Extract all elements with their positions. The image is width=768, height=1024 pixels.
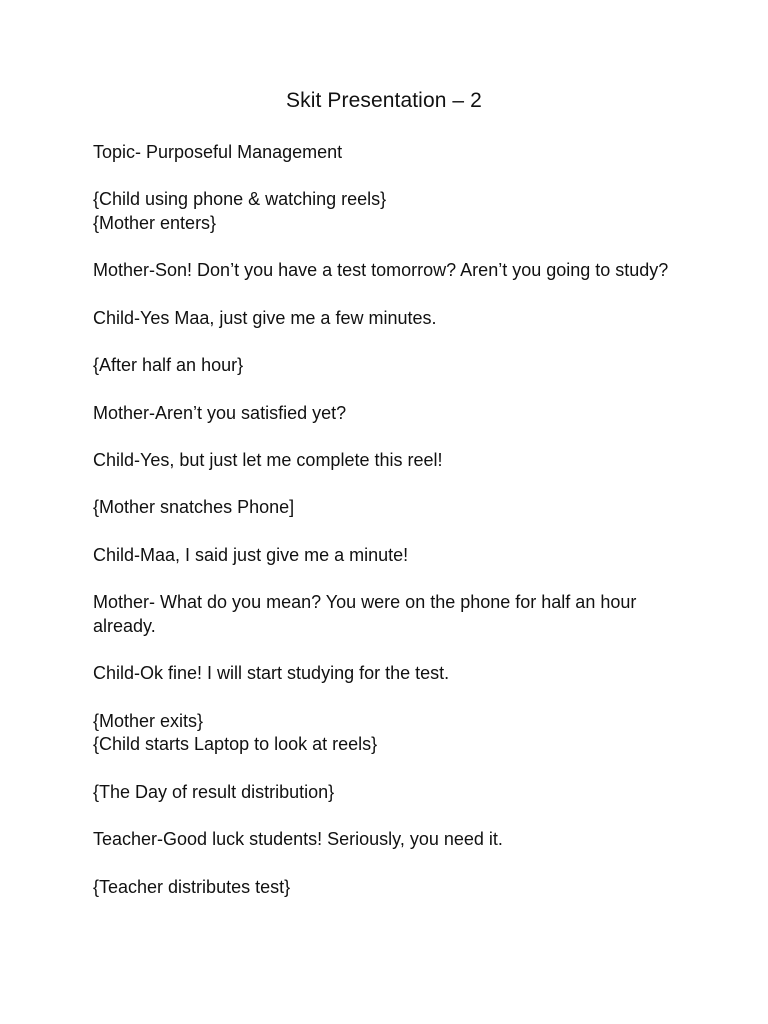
script-paragraph [93,496,673,520]
script-line: Mother-Son! Don’t you have a test tomorrow? Aren’t you going to study? [93,260,669,281]
script-paragraph [93,188,673,235]
document-title: Skit Presentation – 2 [286,89,482,112]
script-paragraph [93,781,673,805]
script-line: Child-Maa, I said just give me a minute! [93,544,409,565]
script-line: {Teacher distributes test} [93,876,291,897]
script-paragraph [93,354,673,378]
script-line: {After half an hour} [93,355,244,376]
script-line: {The Day of result distribution} [93,781,335,802]
script-paragraph [93,544,673,568]
document-body [93,141,673,899]
script-paragraph [93,449,673,473]
script-line: Child-Ok fine! I will start studying for the test. [93,663,450,684]
script-line: Mother- What do you mean? You were on the phone for half an hour already. [93,592,637,636]
script-line: Child-Yes, but just let me complete this reel! [93,450,443,471]
script-line: {Mother snatches Phone] [93,497,295,518]
script-line: Mother-Aren’t you satisfied yet? [93,402,347,423]
script-paragraph [93,259,673,283]
script-line: {Mother enters} [93,213,217,234]
script-line: Topic- Purposeful Management [93,142,343,162]
script-paragraph [93,710,673,757]
script-paragraph [93,402,673,426]
script-line: {Mother exits} [93,710,204,731]
script-line: {Child using phone & watching reels} [93,189,387,210]
script-line: Teacher-Good luck students! Seriously, you need it. [93,829,503,850]
script-paragraph [93,662,673,686]
script-paragraph [93,591,673,638]
script-paragraph [93,141,673,165]
script-paragraph [93,876,673,900]
script-paragraph [93,828,673,852]
script-paragraph [93,307,673,331]
script-line: {Child starts Laptop to look at reels} [93,734,378,755]
script-line: Child-Yes Maa, just give me a few minutes. [93,307,437,328]
